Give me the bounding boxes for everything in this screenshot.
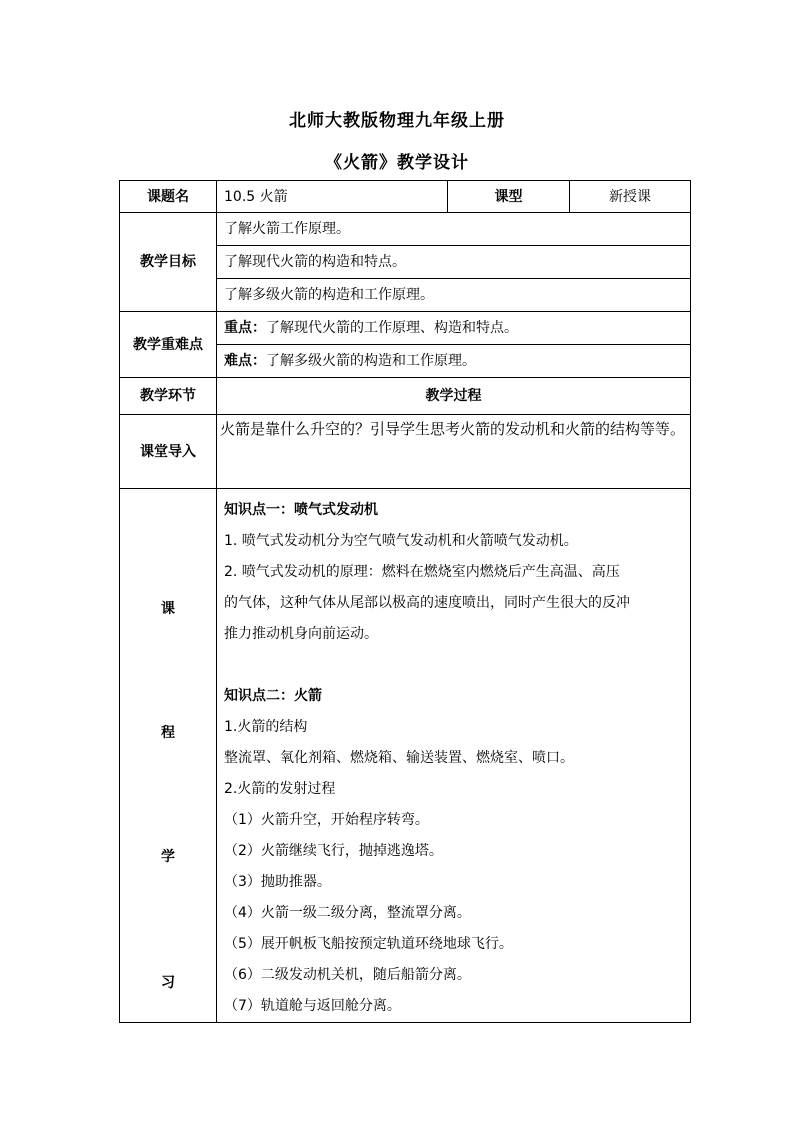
topic-row	[120, 181, 691, 213]
launch-step: （3）抛助推器。	[224, 874, 331, 890]
objective-item: 了解多级火箭的构造和工作原理。	[217, 279, 691, 312]
document-subtitle: 《火箭》教学设计	[325, 153, 469, 173]
keypoints-label: 教学重难点	[120, 312, 217, 378]
kp1-line: 推力推动机身向前运动。	[224, 626, 378, 642]
study-label	[120, 489, 217, 1023]
kp1-line: 1. 喷气式发动机分为空气喷气发动机和火箭喷气发动机。	[224, 533, 578, 549]
topic-label: 课题名	[120, 181, 217, 213]
launch-step: （7）轨道舱与返回舱分离。	[224, 998, 401, 1014]
key-point-prefix: 重点：	[224, 320, 266, 336]
objective-item: 了解火箭工作原理。	[217, 213, 691, 246]
study-row	[120, 489, 691, 1023]
difficult-point-text: 了解多级火箭的构造和工作原理。	[266, 353, 476, 369]
kp1-title: 知识点一：喷气式发动机	[224, 502, 378, 518]
study-label-char: 习	[161, 975, 175, 991]
lesson-type-value: 新授课	[570, 181, 691, 213]
launch-step: （5）展开帆板飞船按预定轨道环绕地球飞行。	[224, 936, 513, 952]
stage-header: 教学环节	[120, 378, 217, 415]
objectives-label: 教学目标	[120, 213, 217, 312]
study-content	[217, 489, 691, 1023]
study-label-char: 课	[161, 601, 175, 617]
topic-value: 10.5 火箭	[217, 181, 448, 213]
lesson-plan-table	[119, 180, 691, 1023]
launch-step: （6）二级发动机关机，随后船箭分离。	[224, 967, 471, 983]
key-point-text: 了解现代火箭的工作原理、构造和特点。	[266, 320, 518, 336]
blank-line	[224, 650, 683, 681]
lesson-type-label: 课型	[448, 181, 570, 213]
objective-row	[120, 213, 691, 246]
difficult-point	[217, 345, 691, 378]
kp1-line: 的气体，这种气体从尾部以极高的速度喷出，同时产生很大的反冲	[224, 595, 630, 611]
launch-step: （1）火箭升空，开始程序转弯。	[224, 812, 429, 828]
intro-label: 课堂导入	[120, 415, 217, 489]
launch-step: （2）火箭继续飞行，抛掉逃逸塔。	[224, 843, 443, 859]
intro-text: 火箭是靠什么升空的？引导学生思考火箭的发动机和火箭的结构等等。	[217, 415, 691, 489]
structure-title: 1.火箭的结构	[224, 719, 308, 735]
process-header: 教学过程	[217, 378, 691, 415]
keypoint-row	[120, 312, 691, 345]
objective-item: 了解现代火箭的构造和特点。	[217, 246, 691, 279]
document-title: 北师大教版物理九年级上册	[289, 111, 505, 131]
kp1-line: 2. 喷气式发动机的原理：燃料在燃烧室内燃烧后产生高温、高压	[224, 564, 620, 580]
difficult-point-prefix: 难点：	[224, 353, 266, 369]
launch-title: 2.火箭的发射过程	[224, 781, 336, 797]
launch-step: （4）火箭一级二级分离，整流罩分离。	[224, 905, 471, 921]
key-point	[217, 312, 691, 345]
section-header-row	[120, 378, 691, 415]
study-label-char: 程	[161, 725, 175, 741]
intro-row	[120, 415, 691, 489]
kp2-title: 知识点二：火箭	[224, 688, 322, 704]
study-label-char: 学	[161, 849, 175, 865]
structure-text: 整流罩、氧化剂箱、燃烧箱、输送装置、燃烧室、喷口。	[224, 750, 574, 766]
